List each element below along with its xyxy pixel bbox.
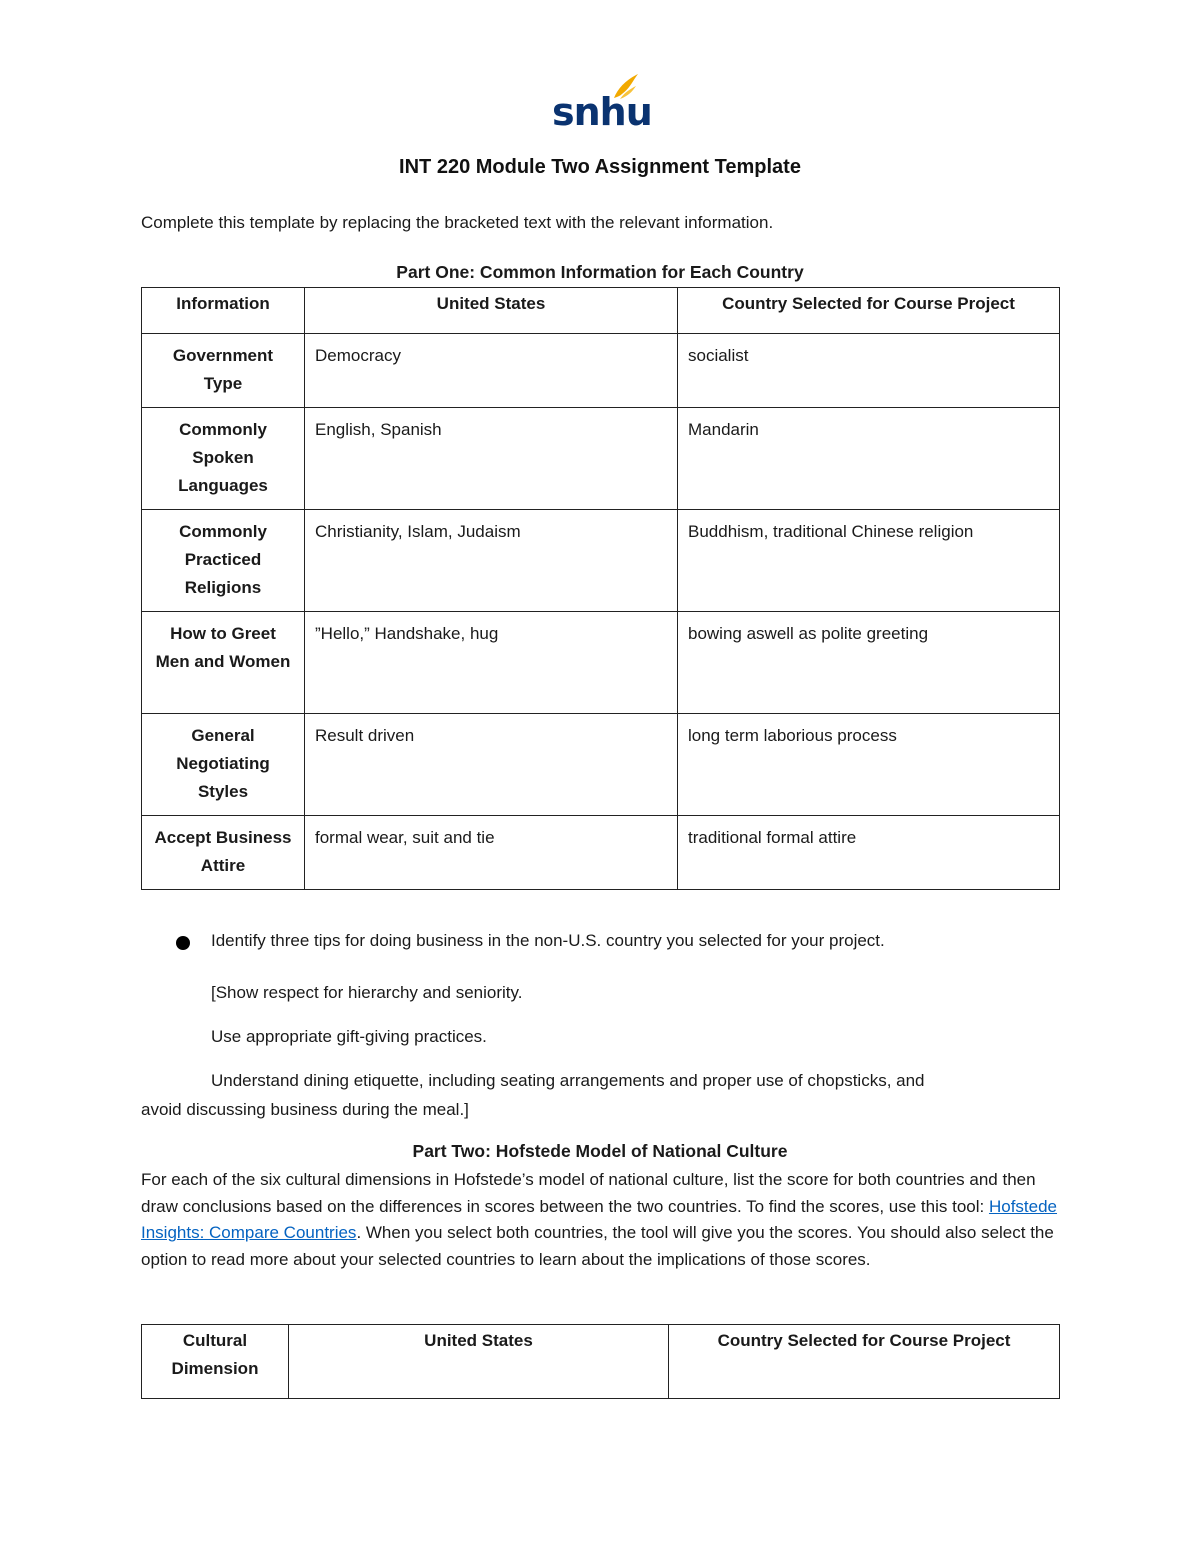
row-label: Accept Business Attire	[142, 816, 305, 890]
table-row	[142, 816, 1060, 890]
table-row	[142, 408, 1060, 510]
row-label: How to Greet Men and Women	[142, 612, 305, 714]
country-info-table	[141, 287, 1060, 890]
selected-cell[interactable]: traditional formal attire	[678, 816, 1060, 890]
row-label: Government Type	[142, 334, 305, 408]
selected-cell[interactable]: long term laborious process	[678, 714, 1060, 816]
part-two-heading: Part Two: Hofstede Model of National Culture	[412, 1141, 788, 1161]
hofstede-table	[141, 1324, 1060, 1399]
document-title: INT 220 Module Two Assignment Template	[399, 156, 801, 178]
table-row	[142, 510, 1060, 612]
selected-cell[interactable]: socialist	[678, 334, 1060, 408]
row-label: General Negotiating Styles	[142, 714, 305, 816]
logo-wordmark: snhu	[552, 90, 652, 134]
tip-line[interactable]: avoid discussing business during the meal.]	[141, 1100, 469, 1119]
selected-cell[interactable]: Buddhism, traditional Chinese religion	[678, 510, 1060, 612]
table-header-row	[142, 288, 1060, 334]
row-label: Commonly Spoken Languages	[142, 408, 305, 510]
header-united-states: United States	[289, 1325, 669, 1399]
header-selected-country: Country Selected for Course Project	[678, 288, 1060, 334]
tip-line[interactable]: Use appropriate gift-giving practices.	[211, 1027, 487, 1046]
header-cultural-dimension: Cultural Dimension	[142, 1325, 289, 1399]
hofstede-compare-link[interactable]: Hofstede Insights: Compare Countries	[141, 1196, 1058, 1242]
bullet-icon	[176, 936, 190, 950]
tips-prompt: Identify three tips for doing business in the non-U.S. country you selected for your project.	[211, 931, 885, 950]
us-cell[interactable]: formal wear, suit and tie	[305, 816, 678, 890]
table-header-row	[142, 1325, 1060, 1399]
part-two-text-end: . When you select both countries, the tool will give you the scores. You should also select the option to read more about your selected countries to learn about the implications of those scores.	[141, 1223, 1054, 1269]
header-information: Information	[142, 288, 305, 334]
part-one-heading: Part One: Common Information for Each Country	[396, 262, 804, 282]
table-row	[142, 612, 1060, 714]
table-row	[142, 714, 1060, 816]
us-cell[interactable]: Democracy	[305, 334, 678, 408]
part-two-text: For each of the six cultural dimensions in Hofstede’s model of national culture, list the score for both countries and then draw conclusions based on the differences in scores between the two countries. To find the scores, use this tool:	[141, 1170, 1036, 1216]
instructions-text: Complete this template by replacing the bracketed text with the relevant information.	[141, 213, 774, 232]
row-label: Commonly Practiced Religions	[142, 510, 305, 612]
header-selected-country: Country Selected for Course Project	[669, 1325, 1060, 1399]
tip-line[interactable]: Understand dining etiquette, including seating arrangements and proper use of chopsticks, and	[211, 1071, 925, 1090]
us-cell[interactable]: English, Spanish	[305, 408, 678, 510]
snhu-logo	[552, 72, 652, 138]
us-cell[interactable]: Result driven	[305, 714, 678, 816]
header-united-states: United States	[305, 288, 678, 334]
us-cell[interactable]: ”Hello,” Handshake, hug	[305, 612, 678, 714]
part-two-body	[141, 1167, 1066, 1273]
us-cell[interactable]: Christianity, Islam, Judaism	[305, 510, 678, 612]
tip-line[interactable]: [Show respect for hierarchy and seniority.	[211, 983, 523, 1002]
selected-cell[interactable]: Mandarin	[678, 408, 1060, 510]
table-row	[142, 334, 1060, 408]
selected-cell[interactable]: bowing aswell as polite greeting	[678, 612, 1060, 714]
